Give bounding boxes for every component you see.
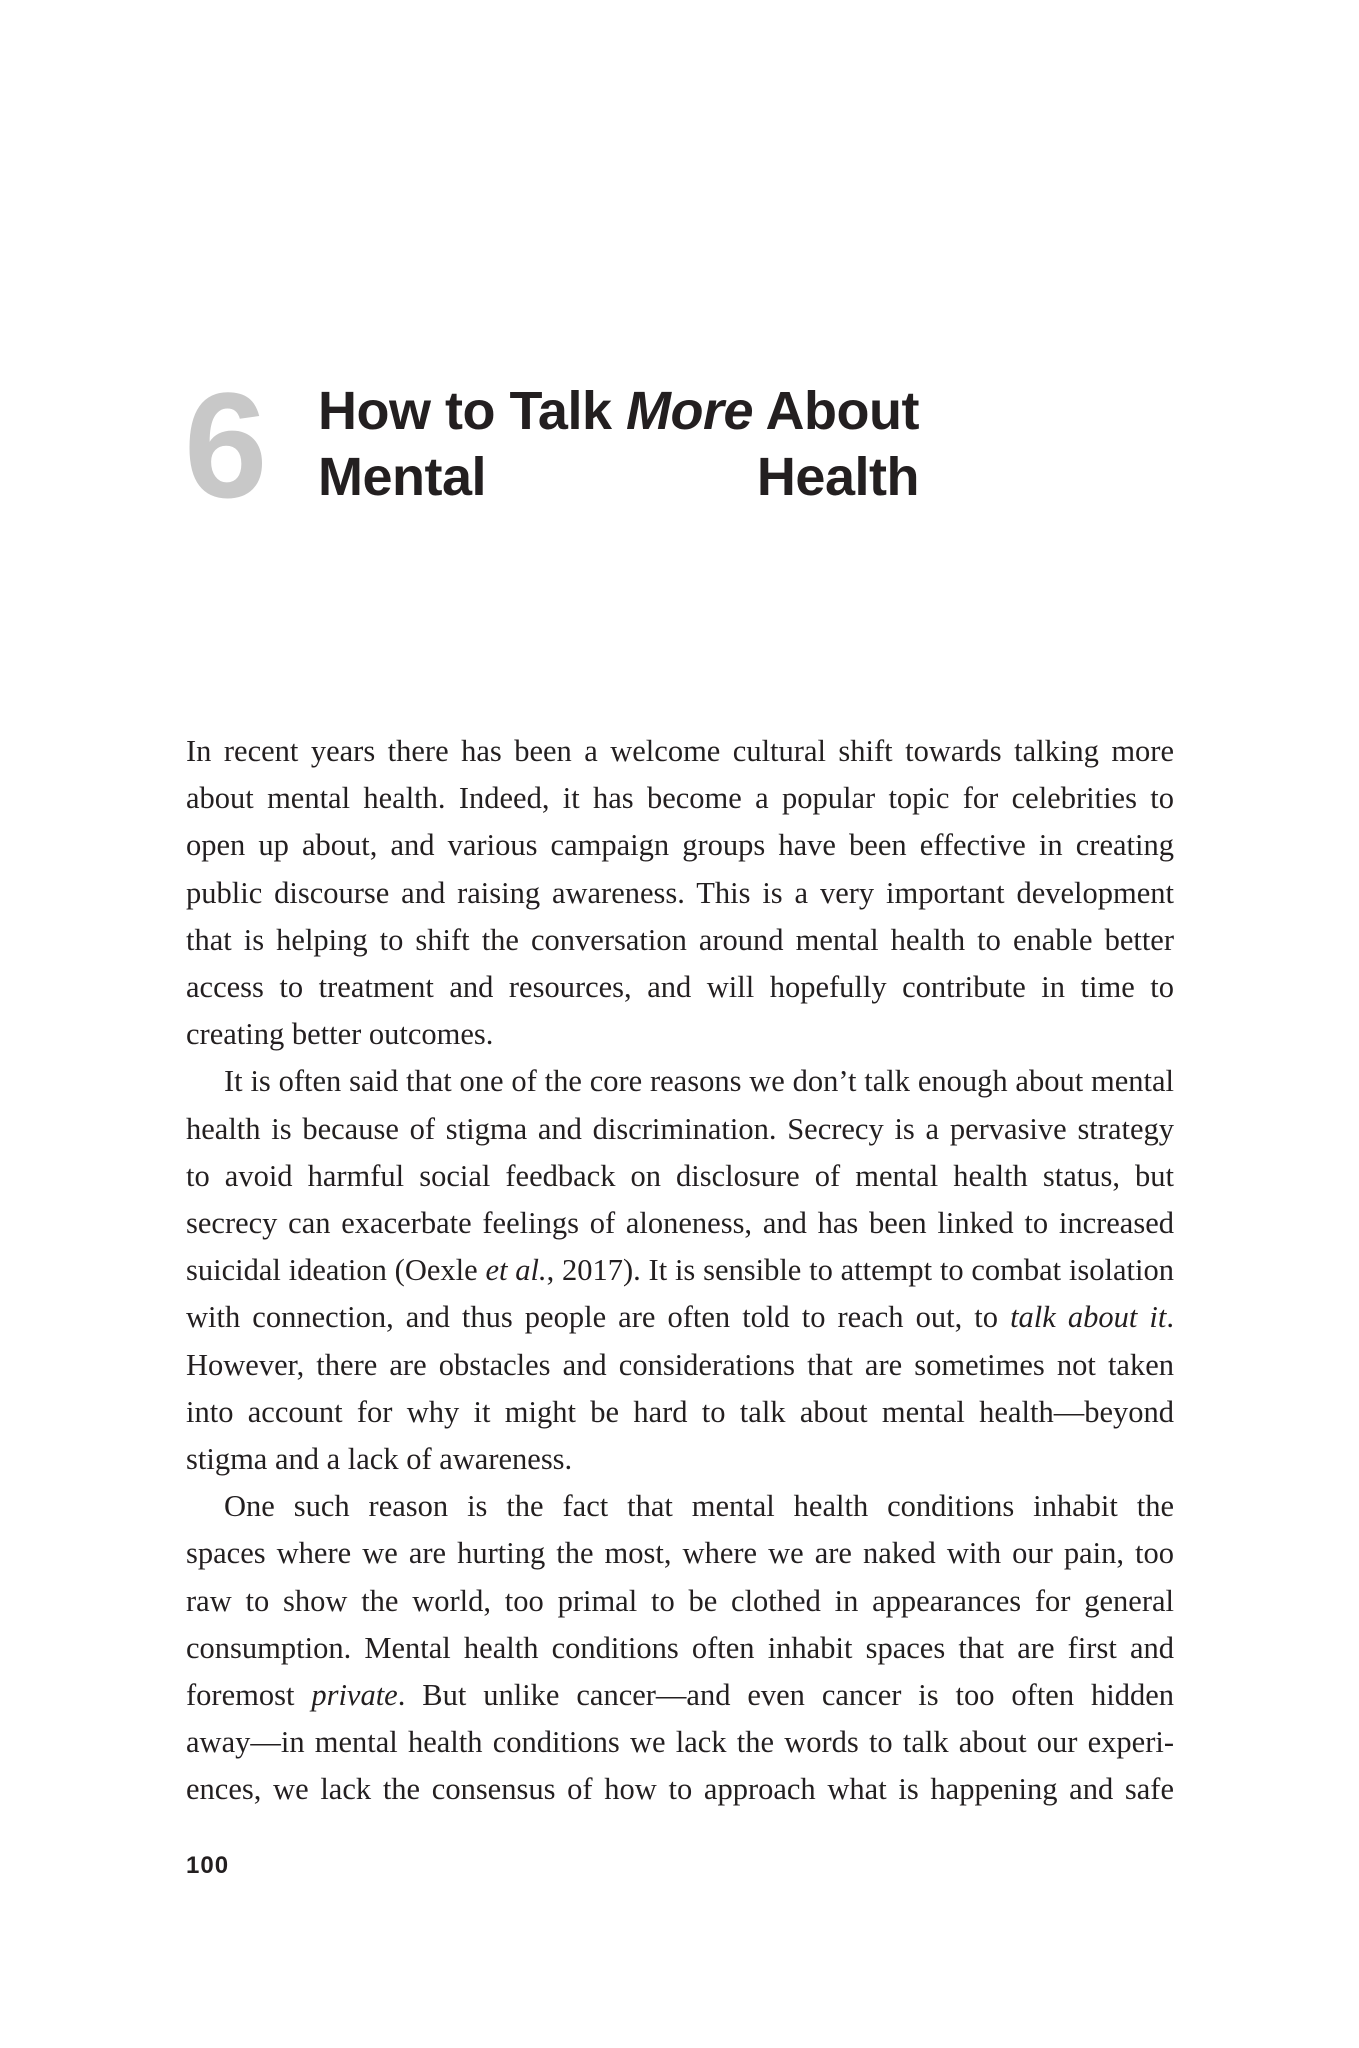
text-line: consumption. Mental health conditions often inhabit spaces that are first and bbox=[186, 1630, 1174, 1665]
text-line: into account for why it might be hard to talk about mental health—beyond bbox=[186, 1394, 1174, 1429]
text-line: spaces where we are hurting the most, where we are naked with our pain, too bbox=[186, 1536, 1174, 1571]
text-line: suicidal ideation (Oexle et al., 2017). It is sensible to attempt to combat isolation bbox=[186, 1253, 1174, 1288]
text-line: away—in mental health conditions we lack the words to talk about our experi- bbox=[186, 1725, 1174, 1760]
text-line: stigma and a lack of awareness. bbox=[186, 1442, 573, 1477]
body-text bbox=[186, 728, 1174, 1814]
text-line: with connection, and thus people are often told to reach out, to talk about it. bbox=[186, 1300, 1174, 1335]
italic-word: private bbox=[311, 1678, 398, 1713]
chapter-title-line-1: How to Talk More About bbox=[318, 381, 919, 441]
text-line: public discourse and raising awareness. This is a very important development bbox=[186, 875, 1174, 910]
text-line: health is because of stigma and discrimination. Secrecy is a pervasive strategy bbox=[186, 1111, 1174, 1146]
text-line: However, there are obstacles and considerations that are sometimes not taken bbox=[186, 1347, 1174, 1382]
chapter-title-line-2: Mental Health bbox=[318, 447, 919, 507]
italic-phrase: talk about it bbox=[1010, 1300, 1167, 1335]
text-line: secrecy can exacerbate feelings of aloneness, and has been linked to increased bbox=[186, 1206, 1174, 1241]
text-line: creating better outcomes. bbox=[186, 1017, 494, 1052]
text-line: access to treatment and resources, and will hopefully contribute in time to bbox=[186, 970, 1174, 1005]
text-line: open up about, and various campaign groups have been effective in creating bbox=[186, 828, 1174, 863]
page-number: 100 bbox=[186, 1852, 230, 1879]
italic-citation: et al. bbox=[485, 1253, 547, 1288]
text-line: to avoid harmful social feedback on disclosure of mental health status, but bbox=[186, 1158, 1174, 1193]
text-line: about mental health. Indeed, it has become a popular topic for celebrities to bbox=[186, 781, 1174, 816]
text-line: One such reason is the fact that mental health conditions inhabit the bbox=[224, 1489, 1174, 1524]
chapter-number: 6 bbox=[184, 361, 266, 529]
text-line: raw to show the world, too primal to be clothed in appearances for general bbox=[186, 1583, 1174, 1618]
text-line: In recent years there has been a welcome cultural shift towards talking more bbox=[186, 734, 1174, 768]
text-line: foremost private. But unlike cancer—and even cancer is too often hidden bbox=[186, 1678, 1174, 1713]
text-line: It is often said that one of the core reasons we don’t talk enough about mental bbox=[224, 1064, 1174, 1099]
chapter-title-emphasis: More bbox=[626, 381, 754, 441]
chapter-title bbox=[318, 378, 919, 510]
text-line: ences, we lack the consensus of how to approach what is happening and safe bbox=[186, 1772, 1174, 1807]
text-line: that is helping to shift the conversation around mental health to enable better bbox=[186, 922, 1174, 957]
